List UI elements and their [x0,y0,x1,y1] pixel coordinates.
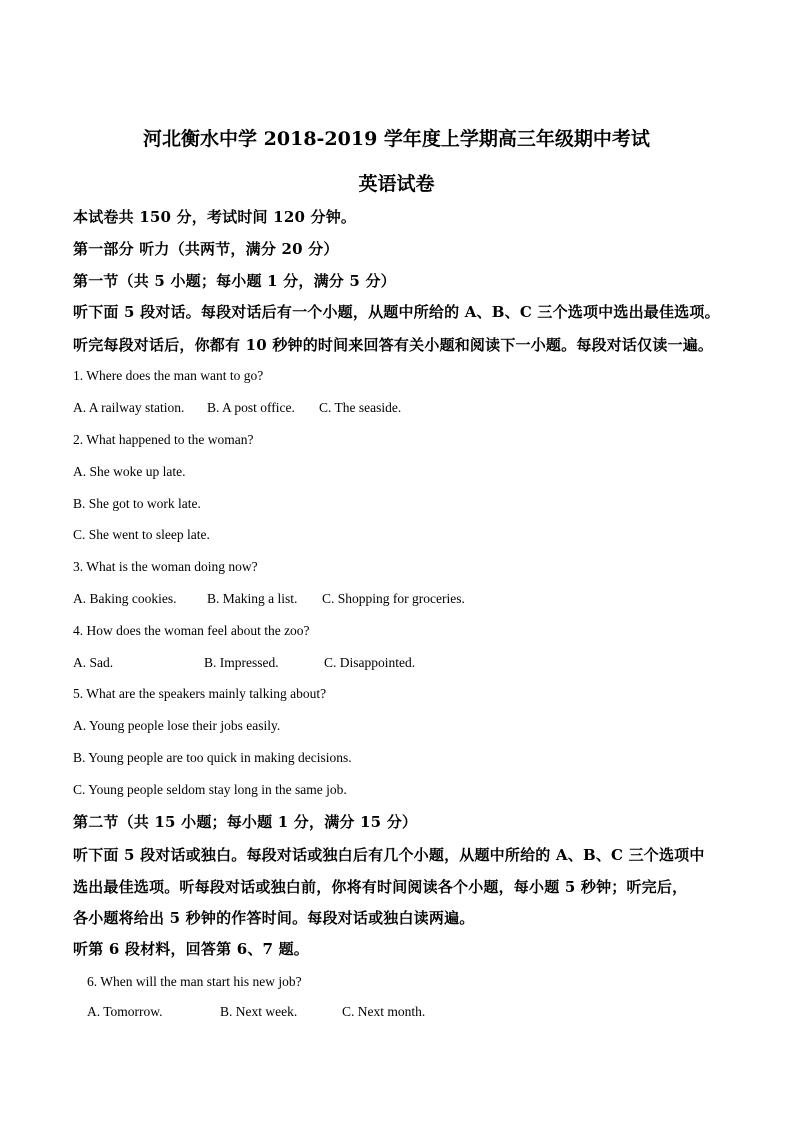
part1-heading: 第一部分 听力（共两节，满分 20 分） [73,240,339,258]
q5-option-c: C. Young people seldom stay long in the same job. [73,782,347,797]
q2-option-b: B. She got to work late. [73,496,201,511]
question-4-options [73,655,415,671]
material-6-heading: 听第 6 段材料，回答第 6、7 题。 [73,940,310,958]
section2-heading: 第二节（共 15 小题；每小题 1 分，满分 15 分） [73,813,418,831]
q6-option-b: B. Next week. [220,1004,298,1019]
question-5: 5. What are the speakers mainly talking about? [73,686,327,701]
q1-option-c: C. The seaside. [319,400,402,415]
q3-option-a: A. Baking cookies. [73,591,177,606]
q6-option-c: C. Next month. [342,1004,426,1019]
q2-option-a: A. She woke up late. [73,464,186,479]
exam-subtitle: 英语试卷 [358,173,435,195]
question-1-options [73,400,401,416]
q4-option-c: C. Disappointed. [324,655,416,670]
section2-instruction-line1: 听下面 5 段对话或独白。每段对话或独白后有几个小题，从题中所给的 A、B、C 三个选项中 [73,846,705,864]
q3-option-b: B. Making a list. [207,591,298,606]
q5-option-a: A. Young people lose their jobs easily. [73,718,281,733]
q1-option-a: A. A railway station. [73,400,185,415]
q1-option-b: B. A post office. [207,400,295,415]
question-4: 4. How does the woman feel about the zoo? [73,623,310,638]
q5-option-b: B. Young people are too quick in making decisions. [73,750,352,765]
question-1: 1. Where does the man want to go? [73,368,264,383]
section1-instruction-line2: 听完每段对话后，你都有 10 秒钟的时间来回答有关小题和阅读下一小题。每段对话仅读一遍。 [73,336,714,354]
section2-instruction-line3: 各小题将给出 5 秒钟的作答时间。每段对话或独白读两遍。 [73,909,475,927]
question-3: 3. What is the woman doing now? [73,559,258,574]
q4-option-a: A. Sad. [73,655,114,670]
exam-info: 本试卷共 150 分，考试时间 120 分钟。 [73,208,357,226]
section1-instruction-line1: 听下面 5 段对话。每段对话后有一个小题，从题中所给的 A、B、C 三个选项中选出最佳选项。 [73,303,720,321]
q2-option-c: C. She went to sleep late. [73,527,210,542]
question-3-options [73,591,465,607]
question-6-options [87,1004,425,1020]
q6-option-a: A. Tomorrow. [87,1004,163,1019]
section1-heading: 第一节（共 5 小题；每小题 1 分，满分 5 分） [73,272,396,290]
section2-instruction-line2: 选出最佳选项。听每段对话或独白前，你将有时间阅读各个小题，每小题 5 秒钟；听完后， [73,878,688,896]
question-6: 6. When will the man start his new job? [87,974,302,989]
q4-option-b: B. Impressed. [204,655,279,670]
question-2: 2. What happened to the woman? [73,432,254,447]
exam-title: 河北衡水中学 2018-2019 学年度上学期高三年级期中考试 [143,128,650,150]
q3-option-c: C. Shopping for groceries. [322,591,465,606]
